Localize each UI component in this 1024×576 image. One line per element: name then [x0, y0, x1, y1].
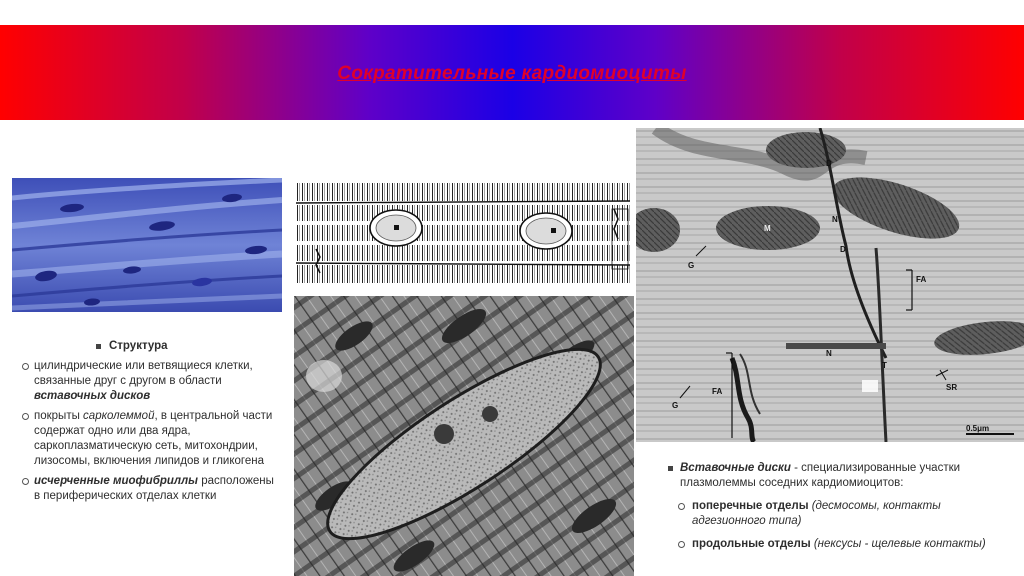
label-g-upper: G — [688, 261, 695, 270]
light-micrograph — [12, 178, 282, 312]
structure-item-text: покрыты — [34, 410, 84, 422]
structure-item-emphasis: вставочных дисков — [34, 390, 151, 402]
structure-text-block — [22, 340, 282, 509]
structure-heading — [22, 340, 282, 352]
discs-heading-emphasis: Вставочные диски — [680, 462, 791, 474]
square-bullet-icon — [668, 466, 673, 471]
title-banner — [0, 25, 1024, 120]
discs-item — [668, 537, 1008, 552]
discs-item-label: поперечные отделы — [692, 500, 809, 512]
discs-heading-text: - специализированные участки плазмолеммы соседних кардиомиоцитов: — [680, 462, 961, 489]
structure-heading-label: Структура — [109, 340, 168, 352]
structure-item-emphasis: сарколеммой — [83, 410, 155, 422]
label-fa-upper: FA — [916, 275, 927, 284]
label-d-top: D — [826, 159, 832, 168]
label-fa-lower: FA — [712, 387, 723, 396]
electron-micrograph-nucleus — [294, 296, 634, 576]
schematic-drawing — [296, 179, 630, 288]
label-d-mid: D — [840, 245, 846, 254]
circle-bullet-icon — [678, 541, 685, 548]
schematic-drawing-image — [296, 179, 630, 288]
structure-item — [22, 474, 282, 504]
electron-micrograph-nucleus-image — [294, 296, 634, 576]
scale-bar-label: 0.5μm — [966, 424, 990, 433]
electron-micrograph-discs — [636, 128, 1024, 442]
square-bullet-icon — [96, 344, 101, 349]
label-m: M — [764, 224, 771, 233]
slide-title: Сократительные кардиомиоциты — [337, 63, 687, 84]
structure-item-text: цилиндрические или ветвящиеся клетки, связанные друг с другом в области — [34, 360, 253, 387]
light-micrograph-image — [12, 178, 282, 312]
structure-item — [22, 359, 282, 404]
label-g-lower: G — [672, 401, 679, 410]
structure-item — [22, 409, 282, 469]
circle-bullet-icon — [678, 503, 685, 510]
label-n-upper: N — [832, 215, 838, 224]
discs-item — [668, 499, 1008, 529]
electron-micrograph-discs-image — [636, 128, 1024, 442]
circle-bullet-icon — [22, 478, 29, 485]
label-sr: SR — [946, 383, 958, 392]
label-t: T — [882, 361, 887, 370]
discs-item-note: (десмосомы, контакты адгезионного типа) — [692, 500, 941, 527]
label-n-lower: N — [826, 349, 832, 358]
discs-heading — [668, 461, 1008, 491]
discs-item-note: (нексусы - щелевые контакты) — [810, 538, 986, 550]
circle-bullet-icon — [22, 413, 29, 420]
intercalated-discs-text-block — [668, 461, 1008, 560]
structure-item-emphasis: исчерченные миофибриллы — [34, 475, 198, 487]
structure-item-text: расположены в периферических отделах клетки — [34, 475, 274, 502]
structure-item-text: , в центральной части содержат одно или два ядра, саркоплазматическую сеть, митохондрии, лизосомы, включения липидов и гликогена — [34, 410, 273, 467]
circle-bullet-icon — [22, 363, 29, 370]
discs-item-label: продольные отделы — [692, 538, 811, 550]
